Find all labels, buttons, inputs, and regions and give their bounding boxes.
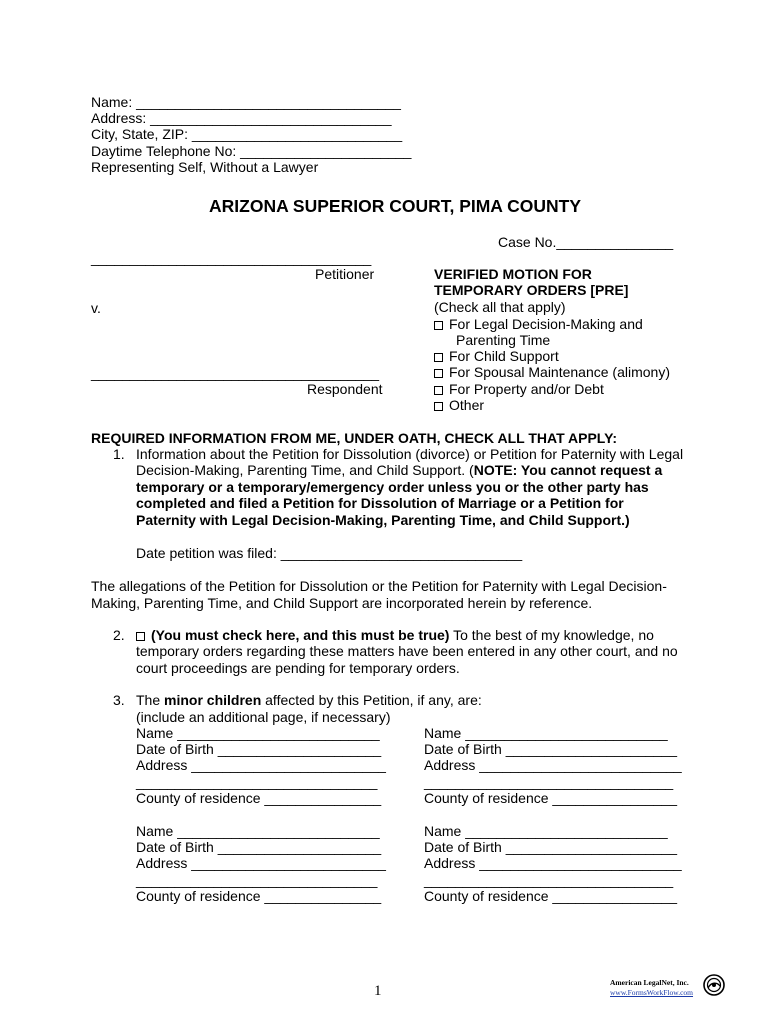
child3-address-field[interactable]: Address _________________________ [136,855,386,871]
child3-county-field[interactable]: County of residence _______________ [136,888,382,904]
child4-address-line2[interactable]: ________________________________ [424,872,674,888]
publisher-website-link[interactable]: www.FormsWorkFlow.com [610,988,694,997]
checkbox-icon[interactable] [434,402,443,411]
item2-number: 2. [113,627,125,643]
item3-note: (include an additional page, if necessary) [136,709,391,725]
check-all-note: (Check all that apply) [434,299,566,315]
filer-city-line[interactable]: City, State, ZIP: ___________________________ [91,126,403,142]
child4-address-field[interactable]: Address __________________________ [424,855,682,871]
item3-pre: The [136,692,165,708]
item2-checkbox-icon[interactable] [136,632,145,641]
option-label: For Child Support [449,348,559,364]
child3-name-field[interactable]: Name __________________________ [136,823,380,839]
allegations-line2: Making, Parenting Time, and Child Support are incorporated herein by reference. [91,595,593,611]
checkbox-icon[interactable] [434,386,443,395]
allegations-line1: The allegations of the Petition for Dissolution or the Petition for Paternity with Legal Decision- [91,578,667,594]
option-label: For Legal Decision-Making and [449,316,643,332]
petitioner-line[interactable]: ____________________________________ [91,250,372,266]
versus-label: v. [91,300,101,316]
publisher-logo [600,972,726,1002]
item1-line1: Information about the Petition for Dissolution (divorce) or Petition for Paternity with Legal [136,446,684,462]
child2-name-field[interactable]: Name __________________________ [424,725,668,741]
option-other[interactable] [434,397,484,414]
item1-note-bold: NOTE: You cannot request a [473,462,663,478]
motion-title-line1: VERIFIED MOTION FOR [434,266,592,282]
page-number: 1 [374,983,382,999]
option-child-support[interactable] [434,348,559,365]
option-label: Other [449,397,485,413]
child1-dob-field[interactable]: Date of Birth _____________________ [136,741,382,757]
child3-dob-field[interactable]: Date of Birth _____________________ [136,839,382,855]
item1-line3: temporary or a temporary/emergency order unless you or the other party has [136,479,649,495]
option-legal-decision-making-cont: Parenting Time [456,332,551,348]
item1-line2-plain: Decision-Making, Parenting Time, and Child Support. ( [136,462,474,478]
child2-address-field[interactable]: Address __________________________ [424,757,682,773]
option-label: For Property and/or Debt [449,381,604,397]
option-label: For Spousal Maintenance (alimony) [449,364,670,380]
checkbox-icon[interactable] [434,353,443,362]
checkbox-icon[interactable] [434,321,443,330]
item1-line4: completed and filed a Petition for Dissolution of Marriage or a Petition for [136,495,624,511]
child4-county-field[interactable]: County of residence ________________ [424,888,677,904]
court-title: ARIZONA SUPERIOR COURT, PIMA COUNTY [209,196,582,216]
child3-address-line2[interactable]: _______________________________ [136,872,378,888]
child1-name-field[interactable]: Name __________________________ [136,725,380,741]
item2-line2: temporary orders regarding these matters have been entered in any other court, and no [136,643,678,659]
filer-address-line[interactable]: Address: _______________________________ [91,110,392,126]
item2-bold: (You must check here, and this must be true) [151,627,450,643]
required-info-heading: REQUIRED INFORMATION FROM ME, UNDER OATH, CHECK ALL THAT APPLY: [91,430,618,446]
filer-name-line[interactable]: Name: __________________________________ [91,94,401,110]
publisher-name: American LegalNet, Inc. [610,978,689,987]
child2-address-line2[interactable]: ________________________________ [424,774,674,790]
item1-line5: Paternity with Legal Decision-Making, Parenting Time, and Child Support.) [136,512,630,528]
item3-line1 [136,692,482,709]
item2-line3: court proceedings are pending for temporary orders. [136,660,460,676]
item2-line1-rest: To the best of my knowledge, no [449,627,654,643]
publisher-emblem-icon [703,974,725,996]
child1-county-field[interactable]: County of residence _______________ [136,790,382,806]
child1-address-field[interactable]: Address _________________________ [136,757,386,773]
option-legal-decision-making[interactable] [434,316,643,333]
option-spousal-maintenance[interactable] [434,364,670,381]
respondent-label: Respondent [307,381,383,397]
motion-title-line2: TEMPORARY ORDERS [PRE] [434,282,629,298]
child2-county-field[interactable]: County of residence ________________ [424,790,677,806]
option-property-debt[interactable] [434,381,604,398]
item1-number: 1. [113,446,125,462]
case-number-field[interactable]: Case No._______________ [498,234,674,250]
child4-dob-field[interactable]: Date of Birth ______________________ [424,839,677,855]
item3-number: 3. [113,692,125,708]
child1-address-line2[interactable]: _______________________________ [136,774,378,790]
representing-text: Representing Self, Without a Lawyer [91,159,319,175]
respondent-line[interactable]: _____________________________________ [91,365,380,381]
item3-post: affected by this Petition, if any, are: [261,692,482,708]
checkbox-icon[interactable] [434,369,443,378]
child4-name-field[interactable]: Name __________________________ [424,823,668,839]
item3-bold: minor children [164,692,262,708]
item2-line1 [136,627,654,644]
item1-line2 [136,462,662,479]
child2-dob-field[interactable]: Date of Birth ______________________ [424,741,677,757]
date-petition-filed-field[interactable]: Date petition was filed: _______________________________ [136,545,523,561]
petitioner-label: Petitioner [315,266,375,282]
filer-phone-line[interactable]: Daytime Telephone No: ______________________ [91,143,412,159]
